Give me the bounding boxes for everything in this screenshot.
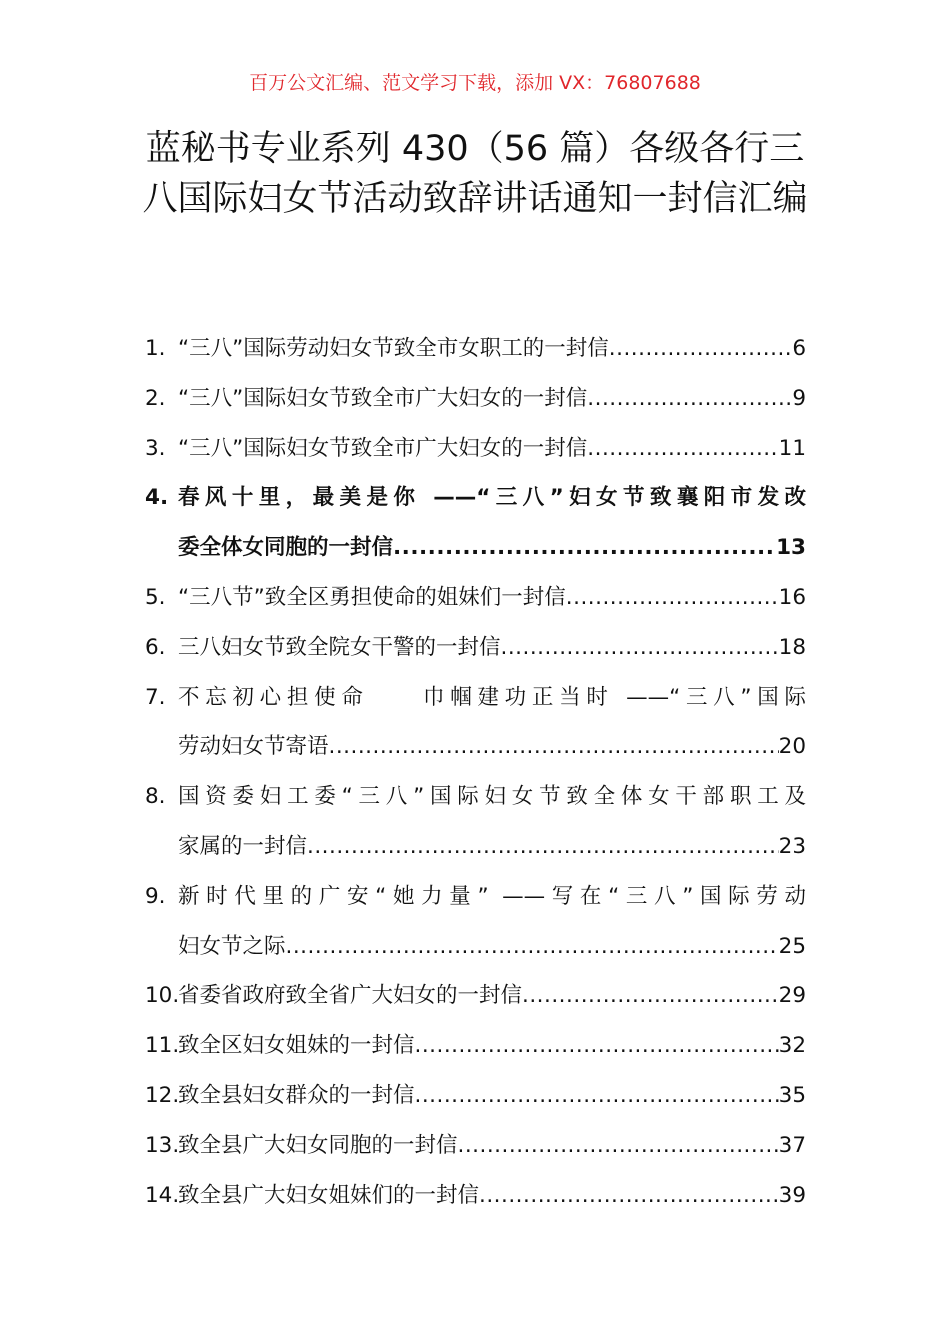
toc-entry-title: 致全县妇女群众的一封信 xyxy=(178,1082,415,1108)
toc-line xyxy=(145,872,806,922)
toc-dot-leader xyxy=(307,822,779,872)
toc-page-number: 29 xyxy=(778,983,806,1009)
toc-entry-number: 11. xyxy=(145,1033,180,1059)
toc-entry-number: 7. xyxy=(145,684,166,710)
toc-entry-title: 春风十里，最美是你 ——“三八”妇女节致襄阳市发改 xyxy=(178,485,806,511)
toc-entry-number: 2. xyxy=(145,385,166,411)
toc-dot-leader xyxy=(566,573,779,623)
toc-line xyxy=(145,1121,806,1171)
toc-line xyxy=(145,573,806,623)
toc-entry-title: “三八”国际劳动妇女节致全市女职工的一封信 xyxy=(178,336,609,361)
toc-entry[interactable] xyxy=(145,872,806,972)
toc-entry-number: 5. xyxy=(145,584,166,610)
toc-entry-number: 6. xyxy=(145,634,166,660)
toc-entry-title: 家属的一封信 xyxy=(178,833,308,859)
toc-dot-leader xyxy=(458,1121,779,1171)
toc-line xyxy=(145,822,806,872)
toc-entry-number: 8. xyxy=(145,784,166,810)
toc-entry-number: 13. xyxy=(145,1132,180,1158)
toc-entry-number xyxy=(145,822,178,872)
toc-entry-title: 致全县广大妇女同胞的一封信 xyxy=(178,1132,458,1158)
toc-entry[interactable] xyxy=(145,374,806,424)
toc-entry-number: 14. xyxy=(145,1182,180,1208)
toc-entry[interactable] xyxy=(145,573,806,623)
toc-page-number: 16 xyxy=(778,584,806,610)
toc-dot-leader xyxy=(415,1071,779,1121)
toc-entry[interactable] xyxy=(145,1021,806,1071)
toc-page-number: 37 xyxy=(778,1132,806,1158)
toc-line xyxy=(145,1071,806,1121)
toc-line xyxy=(145,424,806,474)
toc-entry-title: 劳动妇女节寄语 xyxy=(178,734,329,760)
toc-page-number: 13 xyxy=(776,535,806,561)
toc-entry-number: 12. xyxy=(145,1082,180,1108)
toc-dot-leader xyxy=(609,324,793,374)
toc-entry[interactable] xyxy=(145,1171,806,1221)
toc-entry-title: 三八妇女节致全院女干警的一封信 xyxy=(178,634,501,660)
toc-entry-title: 新时代里的广安“她力量” ——写在“三八”国际劳动 xyxy=(178,883,806,909)
toc-entry[interactable] xyxy=(145,623,806,673)
toc-dot-leader xyxy=(286,922,779,972)
toc-dot-leader xyxy=(479,1171,779,1221)
toc-line xyxy=(145,374,806,424)
toc-entry-number xyxy=(145,922,178,972)
toc-dot-leader xyxy=(522,971,779,1021)
toc-entry-title: 致全县广大妇女姐妹们的一封信 xyxy=(178,1182,480,1208)
toc-entry[interactable] xyxy=(145,673,806,773)
toc-page-number: 6 xyxy=(792,336,806,361)
toc-dot-leader xyxy=(415,1021,779,1071)
toc-line xyxy=(145,722,806,772)
toc-entry-number: 9. xyxy=(145,883,166,909)
toc-entry[interactable] xyxy=(145,424,806,474)
toc-entry-title: “三八”国际妇女节致全市广大妇女的一封信 xyxy=(178,435,588,461)
toc-page-number: 20 xyxy=(778,734,806,760)
toc-entry-title: 不忘初心担使命 巾帼建功正当时 ——“三八”国际 xyxy=(178,684,806,710)
toc-line xyxy=(145,922,806,972)
toc-dot-leader xyxy=(393,523,776,573)
toc-entry-number: 1. xyxy=(145,336,166,361)
toc-dot-leader xyxy=(501,623,779,673)
toc-line xyxy=(145,324,806,374)
toc-line xyxy=(145,673,806,723)
toc-line xyxy=(145,523,806,573)
toc-entry-number xyxy=(145,722,178,772)
toc-line xyxy=(145,623,806,673)
toc-entry[interactable] xyxy=(145,1071,806,1121)
toc-dot-leader xyxy=(587,424,778,474)
toc-line xyxy=(145,971,806,1021)
toc-dot-leader xyxy=(587,374,792,424)
toc-entry-title: “三八”国际妇女节致全市广大妇女的一封信 xyxy=(178,385,588,411)
toc-entry-title: 省委省政府致全省广大妇女的一封信 xyxy=(178,983,523,1009)
toc-entry[interactable] xyxy=(145,971,806,1021)
toc-entry-title: 委全体女同胞的一封信 xyxy=(178,535,394,561)
toc-page-number: 25 xyxy=(778,933,806,959)
toc-entry-title: 致全区妇女姐妹的一封信 xyxy=(178,1033,415,1059)
toc-entry-number: 10. xyxy=(145,983,180,1009)
toc-entry[interactable] xyxy=(145,772,806,872)
toc-entry[interactable] xyxy=(145,473,806,573)
document-title: 蓝秘书专业系列 430（56 篇）各级各行三八国际妇女节活动致辞讲话通知一封信汇编 xyxy=(142,129,808,219)
toc-page-number: 35 xyxy=(778,1082,806,1108)
toc-line xyxy=(145,1021,806,1071)
toc-line xyxy=(145,473,806,523)
toc-dot-leader xyxy=(329,722,779,772)
toc-entry[interactable] xyxy=(145,1121,806,1171)
toc-page-number: 11 xyxy=(778,435,806,461)
toc-page-number: 9 xyxy=(792,385,806,411)
toc-entry[interactable] xyxy=(145,324,806,374)
toc-entry-number: 4. xyxy=(145,485,169,511)
toc-entry-title: 妇女节之际 xyxy=(178,933,286,959)
toc-entry-number: 3. xyxy=(145,435,166,461)
download-banner: 百万公文汇编、范文学习下载，添加 VX：76807688 xyxy=(249,72,701,94)
toc-page-number: 32 xyxy=(778,1033,806,1059)
toc-entry-number xyxy=(145,523,178,573)
table-of-contents xyxy=(145,324,806,1220)
toc-line xyxy=(145,1171,806,1221)
toc-page-number: 18 xyxy=(778,634,806,660)
toc-page-number: 39 xyxy=(778,1182,806,1208)
toc-line xyxy=(145,772,806,822)
toc-page-number: 23 xyxy=(778,833,806,859)
toc-entry-title: 国资委妇工委“三八”国际妇女节致全体女干部职工及 xyxy=(178,784,806,810)
toc-entry-title: “三八节”致全区勇担使命的姐妹们一封信 xyxy=(178,584,566,610)
